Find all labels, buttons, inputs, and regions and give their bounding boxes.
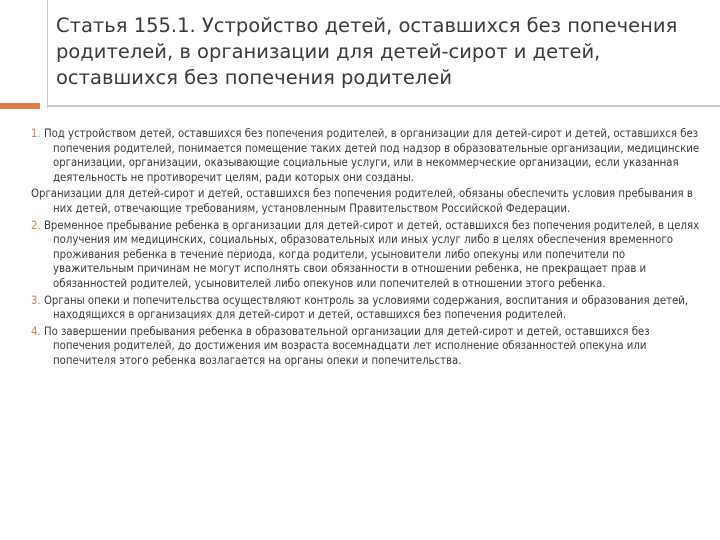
paragraph-2 <box>31 219 703 292</box>
paragraph-text: Организации для детей-сирот и детей, оставшихся без попечения родителей, обязаны обеспечить условия пребывания в них детей, отвечающие требованиям, установленным Правительством Российской Федерации. <box>31 187 693 215</box>
paragraph-3 <box>31 294 703 323</box>
title-divider <box>0 103 720 109</box>
paragraph-1 <box>31 127 703 185</box>
article-body <box>31 127 703 371</box>
paragraph-number: 1. <box>31 127 41 140</box>
paragraph-4 <box>31 325 703 369</box>
paragraph-number: 2. <box>31 218 41 232</box>
title-left-rule <box>47 0 48 108</box>
paragraph-text: Органы опеки и попечительства осуществляют контроль за условиями содержания, воспитания и образования детей, находящихся в организациях для детей-сирот и детей, оставшихся без попечения родителей. <box>43 293 689 322</box>
divider-accent-block <box>0 103 40 109</box>
divider-line <box>47 105 720 107</box>
paragraph-number: 3. <box>31 293 41 307</box>
paragraph-number: 4. <box>31 324 41 338</box>
paragraph-text: Временное пребывание ребенка в организации для детей-сирот и детей, оставшихся без попечения родителей, в целях получения им медицинских, социальных, образовательных или иных услуг либо в целях обеспечения временного проживания ребенка в течение периода, когда родители, усыновители либо опекуны или попечители по уважительным причинам не могут исполнять свои обязанности в отношении ребенка, не прекращает прав и обязанностей родителей, усыновителей либо опекунов или попечителей в отношении этого ребенка. <box>43 218 700 290</box>
slide-title: Статья 155.1. Устройство детей, оставшихся без попечения родителей, в организации для детей-сирот и детей, оставшихся без попечения родителей <box>56 14 678 89</box>
paragraph-text: Под устройством детей, оставшихся без попечения родителей, в организации для детей-сирот и детей, оставшихся без попечения родителей, понимается помещение таких детей под надзор в образовательные организации, медицинские организации, организации, оказывающие социальные услуги, или в некоммерческие организации, если указанная деятельность не противоречит целям, ради которых они созданы. <box>43 127 700 184</box>
paragraph-text: По завершении пребывания ребенка в образовательной организации для детей-сирот и детей, оставшихся без попечения родителей, до достижения им возраста восемнадцати лет исполнение обязанностей опекуна или попечителя этого ребенка возлагается на органы опеки и попечительства. <box>43 324 650 367</box>
paragraph-1-continued <box>31 187 703 216</box>
